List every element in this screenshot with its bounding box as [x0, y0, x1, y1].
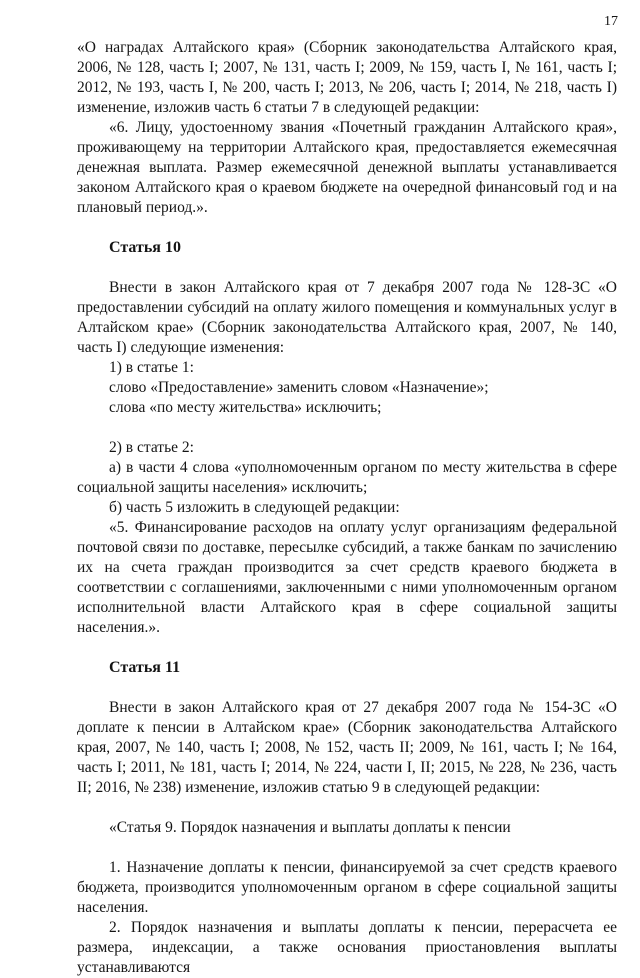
article-11-quote-paragraph-2: 2. Порядок назначения и выплаты доплаты к пенсии, перерасчета ее размера, индексации, а также основания приостановления выплаты устанавливаются [77, 919, 617, 976]
article-10-item-1-a: слово «Предоставление» заменить словом «Назначение»; [109, 379, 489, 396]
article-10-item-2: 2) в статье 2: [109, 439, 194, 456]
document-body [77, 38, 617, 978]
article-10-item-1: 1) в статье 1: [109, 359, 194, 376]
article-10-item-2-quote: «5. Финансирование расходов на оплату услуг организациям федеральной почтовой связи по доставке, пересылке субсидий, а также банкам по зачислению их на счета граждан производится за счет средств краевого бюджета в соответствии с соглашениями, заключенными с ними уполномоченным органом исполнительной власти Алтайского края в сфере социальной защиты населения.». [77, 519, 617, 636]
article-11-quote-paragraph-1: 1. Назначение доплаты к пенсии, финансируемой за счет средств краевого бюджета, производится уполномоченным органом в сфере социальной защиты населения. [77, 859, 617, 916]
article-10-item-2-a: а) в части 4 слова «уполномоченным органом по месту жительства в сфере социальной защиты населения» исключить; [77, 459, 617, 496]
article-11-text: Внести в закон Алтайского края от 27 декабря 2007 года № 154-ЗС «О доплате к пенсии в Алтайском крае» (Сборник законодательства Алтайского края, 2007, № 140, часть I; 2008, № 152, часть II; 2009, № 161, часть I; № 164, часть I; 2011, № 181, часть I; 2014, № 224, части I, II; 2015, № 228, № 236, часть II; 2016, № 238) изменение, изложив статью 9 в следующей редакции: [77, 699, 617, 796]
article-10-text: Внести в закон Алтайского края от 7 декабря 2007 года № 128-ЗС «О предоставлении субсидий на оплату жилого помещения и коммунальных услуг в Алтайском крае» (Сборник законодательства Алтайского края, 2007, № 140, часть I) следующие изменения: [77, 279, 617, 356]
page-number: 17 [604, 14, 618, 29]
intro-paragraph: «О наградах Алтайского края» (Сборник законодательства Алтайского края, 2006, № 128, часть I; 2007, № 131, часть I; 2009, № 159, часть I, № 161, часть I; 2012, № 193, часть I, № 200, часть I; 2013, № 206, часть I; 2014, № 218, часть I) изменение, изложив часть 6 статьи 7 в следующей редакции: [77, 39, 617, 116]
article-11-heading: Статья 11 [109, 659, 181, 676]
article-10-item-2-b: б) часть 5 изложить в следующей редакции: [109, 499, 400, 516]
article-11-quote-title: «Статья 9. Порядок назначения и выплаты доплаты к пенсии [109, 819, 511, 836]
intro-quote: «6. Лицу, удостоенному звания «Почетный гражданин Алтайского края», проживающему на территории Алтайского края, предоставляется ежемесячная денежная выплата. Размер ежемесячной денежной выплаты устанавливается законом Алтайского края о краевом бюджете на очередной финансовый год и на плановый период.». [77, 119, 617, 216]
article-10-item-1-b: слова «по месту жительства» исключить; [109, 399, 382, 416]
article-10-heading: Статья 10 [109, 239, 181, 256]
